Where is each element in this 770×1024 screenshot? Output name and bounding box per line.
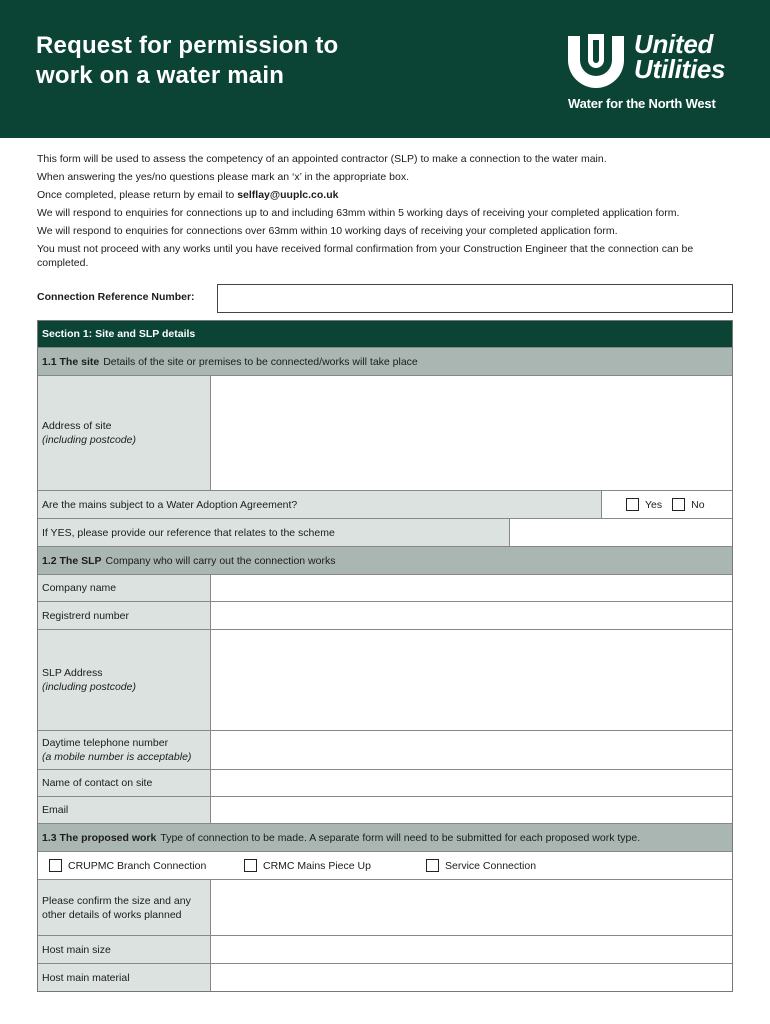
adoption-yes-label: Yes [645, 498, 663, 511]
intro-text [37, 152, 737, 274]
email-row [38, 797, 732, 824]
connection-reference-input[interactable] [217, 284, 733, 313]
telephone-note: (a mobile number is acceptable) [42, 751, 192, 763]
scheme-reference-row [38, 519, 732, 547]
slp-subheader [38, 547, 732, 575]
work-details-row [38, 880, 732, 936]
return-email-link[interactable]: selflay@uuplc.co.uk [237, 189, 339, 201]
adoption-no-label: No [691, 498, 705, 511]
crupmc-label: CRUPMC Branch Connection [68, 859, 207, 872]
telephone-label [38, 731, 211, 769]
title-line-2: work on a water main [36, 62, 285, 89]
crmc-label: CRMC Mains Piece Up [263, 859, 371, 872]
host-main-material-row [38, 964, 732, 991]
adoption-yes-checkbox[interactable] [626, 498, 639, 511]
site-heading-bold: 1.1 The site [42, 355, 100, 368]
crmc-checkbox[interactable] [244, 859, 257, 872]
company-name-input[interactable] [211, 575, 732, 601]
logo-u-mark-icon [560, 30, 632, 90]
application-form [37, 320, 733, 992]
scheme-reference-label: If YES, please provide our reference that relates to the scheme [38, 519, 510, 546]
slp-address-label-text: SLP Address [42, 667, 103, 679]
service-checkbox[interactable] [426, 859, 439, 872]
email-label: Email [38, 797, 211, 823]
adoption-question: Are the mains subject to a Water Adoption Agreement? [38, 491, 602, 518]
slp-address-input[interactable] [211, 630, 732, 730]
registered-number-label: Registrerd number [38, 602, 211, 629]
email-input[interactable] [211, 797, 732, 823]
logo-line-2: Utilities [634, 54, 726, 84]
slp-address-label [38, 630, 211, 730]
host-main-material-input[interactable] [211, 964, 732, 991]
registered-number-row [38, 602, 732, 630]
logo-wordmark [634, 29, 726, 84]
site-address-row [38, 376, 732, 491]
site-contact-row [38, 770, 732, 797]
section-1-title: Section 1: Site and SLP details [42, 328, 196, 340]
slp-address-note: (including postcode) [42, 681, 136, 693]
work-option-crmc[interactable] [244, 859, 416, 872]
intro-p2: When answering the yes/no questions please mark an ‘x’ in the appropriate box. [37, 171, 409, 183]
telephone-label-text: Daytime telephone number [42, 737, 169, 749]
work-details-input[interactable] [211, 880, 732, 935]
telephone-row [38, 731, 732, 770]
registered-number-input[interactable] [211, 602, 732, 629]
service-label: Service Connection [445, 859, 537, 872]
adoption-yes-option[interactable] [626, 498, 662, 511]
crupmc-checkbox[interactable] [49, 859, 62, 872]
slp-heading-bold: 1.2 The SLP [42, 554, 102, 567]
site-contact-label: Name of contact on site [38, 770, 211, 796]
site-contact-input[interactable] [211, 770, 732, 796]
adoption-agreement-row [38, 491, 732, 519]
company-name-row [38, 575, 732, 602]
intro-p3-prefix: Once completed, please return by email to [37, 189, 238, 201]
united-utilities-logo [560, 30, 740, 116]
adoption-no-option[interactable] [672, 498, 704, 511]
intro-p3 [37, 188, 737, 202]
slp-address-row [38, 630, 732, 731]
adoption-options [602, 491, 715, 518]
work-details-label: Please confirm the size and any other details of works planned [38, 880, 211, 935]
connection-reference-label: Connection Reference Number: [37, 291, 195, 303]
section-1-header [38, 321, 732, 348]
logo-tagline: Water for the North West [568, 96, 716, 111]
intro-p5: We will respond to enquiries for connections over 63mm within 10 working days of receiving your completed application form. [37, 225, 618, 237]
work-type-options-row [38, 852, 732, 880]
site-address-label-text: Address of site [42, 420, 112, 432]
site-address-label [38, 376, 211, 490]
host-main-size-row [38, 936, 732, 964]
host-main-size-label: Host main size [38, 936, 211, 963]
proposed-work-subheader [38, 824, 732, 852]
host-main-size-input[interactable] [211, 936, 732, 963]
intro-p1: This form will be used to assess the competency of an appointed contractor (SLP) to make a connection to the water main. [37, 153, 607, 165]
intro-p6: You must not proceed with any works until you have received formal confirmation from your Construction Engineer that the connection can be completed. [37, 243, 694, 269]
work-option-crupmc[interactable] [49, 859, 234, 872]
slp-heading-text: Company who will carry out the connection works [105, 554, 336, 567]
host-main-material-label: Host main material [38, 964, 211, 991]
adoption-no-checkbox[interactable] [672, 498, 685, 511]
work-heading-bold: 1.3 The proposed work [42, 831, 157, 844]
site-heading-text: Details of the site or premises to be connected/works will take place [103, 355, 418, 368]
company-name-label: Company name [38, 575, 211, 601]
title-line-1: Request for permission to [36, 32, 339, 59]
page-header [0, 0, 770, 138]
telephone-input[interactable] [211, 731, 732, 769]
site-subheader [38, 348, 732, 376]
site-address-input[interactable] [211, 376, 732, 490]
work-option-service[interactable] [426, 859, 536, 872]
intro-p4: We will respond to enquiries for connections up to and including 63mm within 5 working days of receiving your completed application form. [37, 207, 680, 219]
scheme-reference-input[interactable] [510, 519, 732, 546]
site-address-note: (including postcode) [42, 434, 136, 446]
work-heading-text: Type of connection to be made. A separate form will need to be submitted for each proposed work type. [160, 831, 641, 844]
page-title [36, 31, 338, 91]
logo-line-1: United [634, 29, 714, 59]
